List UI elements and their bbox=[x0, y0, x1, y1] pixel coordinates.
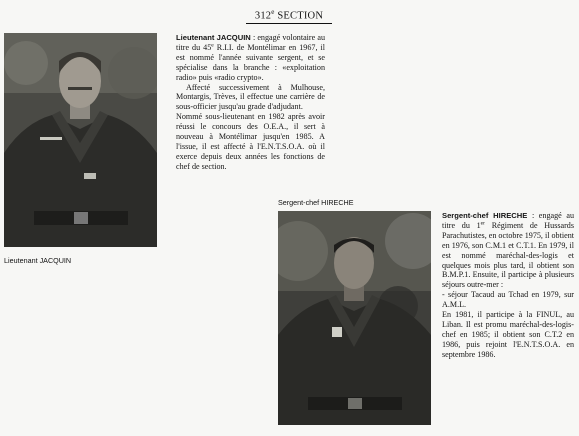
section-number: 312 bbox=[254, 10, 272, 22]
bio-name: Lieutenant JACQUIN bbox=[176, 33, 251, 42]
portrait-photo-icon bbox=[4, 33, 157, 247]
section-word: SECTION bbox=[274, 10, 324, 22]
bio-text: Régiment de Hussards Parachutistes, en octobre 1975, il obtient en 1976, son C.M.1 et C.T.1. En 1979, il est nommé maréchal-des-logis et quelques mois plus tard, il obtient son B.M.P.1. Ensuite, il participe à plusieurs séjours outre-mer : bbox=[442, 220, 574, 290]
bio-paragraph: Affecté successivement à Mulhouse, Montargis, Trèves, il effectue une carrière de sous-officier jusqu'au grade d'adjudant. bbox=[176, 82, 325, 112]
bio-text: : engagé au titre du 1 bbox=[442, 211, 574, 230]
caption-sergent-chef: Sergent-chef HIRECHE bbox=[278, 198, 354, 207]
bio-text: : engagé volontaire au titre du 45 bbox=[176, 33, 325, 52]
section-title bbox=[246, 8, 332, 24]
bio-sergent-chef bbox=[442, 211, 574, 360]
bio-text: R.I.I. de Montélimar en 1967, il est nommé l'année suivante sergent, et se spécialise dans la branche : «exploitation radio» puis «radio crypto». bbox=[176, 42, 325, 82]
bio-name: Sergent-chef HIRECHE bbox=[442, 211, 528, 220]
portrait-photo-icon bbox=[278, 211, 431, 425]
photo-lieutenant-jacquin bbox=[4, 33, 157, 247]
caption-lieutenant: Lieutenant JACQUIN bbox=[4, 256, 72, 265]
bio-superscript: er bbox=[480, 220, 485, 227]
bio-paragraph: En 1981, il participe à la FINUL, au Liban. Il est promu maréchal-des-logis-chef en 1985; il obtient son C.T.2 en 1986, puis rejoint l'E.N.T.S.O.A. en septembre 1986. bbox=[442, 310, 574, 359]
photo-sergent-chef-hireche bbox=[278, 211, 431, 425]
bio-paragraph: Nommé sous-lieutenant en 1982 après avoir réussi le concours des O.E.A., il sert à nouveau à Montélimar jusqu'en 1985. A l'issue, il est affecté à l'E.N.T.S.O.A. où il exerce depuis deux années les fonctions de chef de section. bbox=[176, 112, 325, 171]
bio-superscript: e bbox=[211, 42, 214, 49]
bio-paragraph: - séjour Tacaud au Tchad en 1979, sur A.M.L. bbox=[442, 290, 574, 310]
bio-lieutenant bbox=[176, 33, 325, 172]
section-superscript: e bbox=[271, 8, 275, 16]
